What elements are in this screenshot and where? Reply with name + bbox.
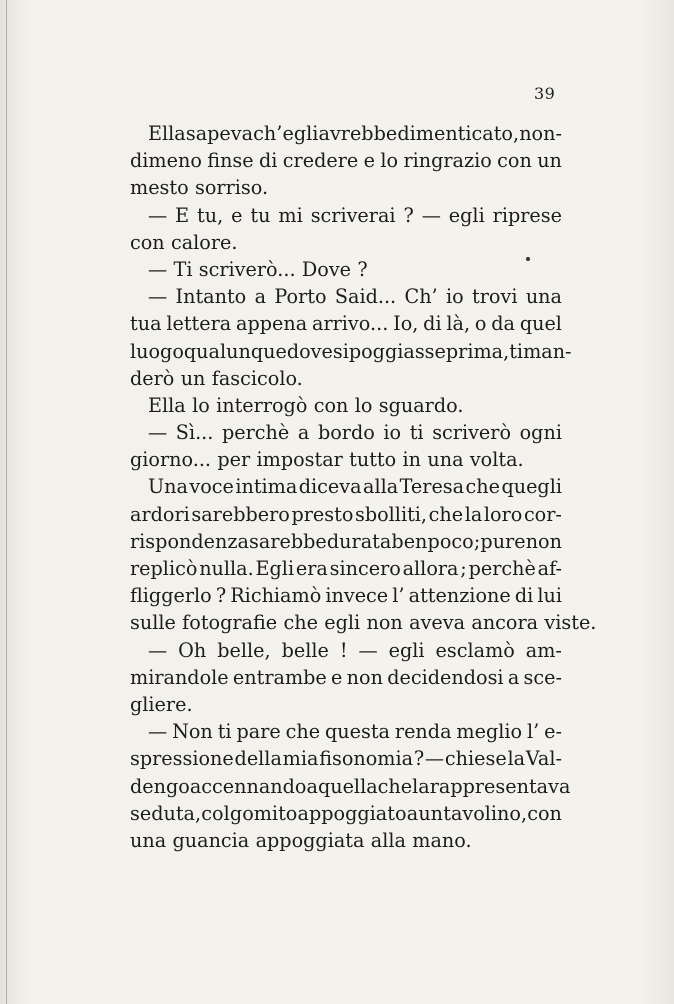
text-line: Ella sapeva ch’ egli avrebbe dimenticato, non- — [148, 122, 562, 145]
text-line: fliggerlo ? Richiamò invece l’ attenzione di lui — [130, 584, 562, 608]
text-line: mesto sorriso. — [130, 176, 269, 200]
print-speck — [526, 257, 530, 261]
paragraph — [130, 283, 572, 392]
text-line: dengo accennando a quella che la rappresentava — [130, 774, 571, 798]
text-line: dimeno finse di credere e lo ringrazio con un — [130, 149, 562, 173]
paragraph — [130, 202, 562, 256]
page-gutter-edge — [6, 0, 7, 1004]
text-line: — Oh belle, belle ! — egli esclamò am- — [148, 638, 562, 662]
text-line: gliere. — [130, 692, 193, 716]
text-line: Una voce intima diceva alla Teresa che quegli — [148, 475, 562, 499]
text-line: con calore. — [130, 230, 238, 254]
text-line: una guancia appoggiata alla mano. — [130, 828, 472, 852]
text-line: — Ti scriverò... Dove ? — [148, 257, 368, 281]
text-line: seduta, col gomito appoggiato a un tavolino, con — [130, 801, 562, 825]
text-line: tua lettera appena arrivo... Io, di là, o da quel — [130, 312, 562, 336]
text-line: — Intanto a Porto Said... Ch’ io trovi una — [148, 285, 562, 309]
text-line: Ella lo interrogò con lo sguardo. — [148, 393, 464, 417]
text-line: rispondenza sarebbe durata ben poco ; pure non — [130, 529, 562, 553]
text-line: giorno... per impostar tutto in una volta. — [130, 448, 524, 472]
text-line: ardori sarebbero presto sbolliti, che la loro cor- — [130, 502, 562, 526]
paragraph — [130, 718, 571, 854]
paragraph — [130, 637, 562, 719]
paragraph — [130, 419, 562, 473]
paragraph — [130, 256, 562, 283]
text-line: — Sì... perchè a bordo io ti scriverò ogni — [148, 421, 562, 445]
text-line: derò un fascicolo. — [130, 366, 303, 390]
text-line: replicò nulla. Egli era sincero allora ; perchè af- — [130, 557, 562, 580]
text-line: spressione della mia fisonomia ? — chiese la Val- — [130, 747, 562, 771]
text-line: sulle fotografie che egli non aveva ancora viste. — [130, 611, 597, 635]
text-line: — Non ti pare che questa renda meglio l’ e- — [148, 720, 562, 744]
body-text — [130, 120, 597, 854]
text-line: luogo qualunque dove si poggiasse prima, ti man- — [130, 339, 572, 363]
paragraph — [130, 120, 562, 202]
paragraph — [130, 392, 562, 419]
text-line: mirandole entrambe e non decidendosi a sce- — [130, 665, 562, 689]
page-number: 39 — [534, 84, 556, 103]
paragraph — [130, 473, 597, 636]
text-line: — E tu, e tu mi scriverai ? — egli riprese — [148, 203, 562, 227]
